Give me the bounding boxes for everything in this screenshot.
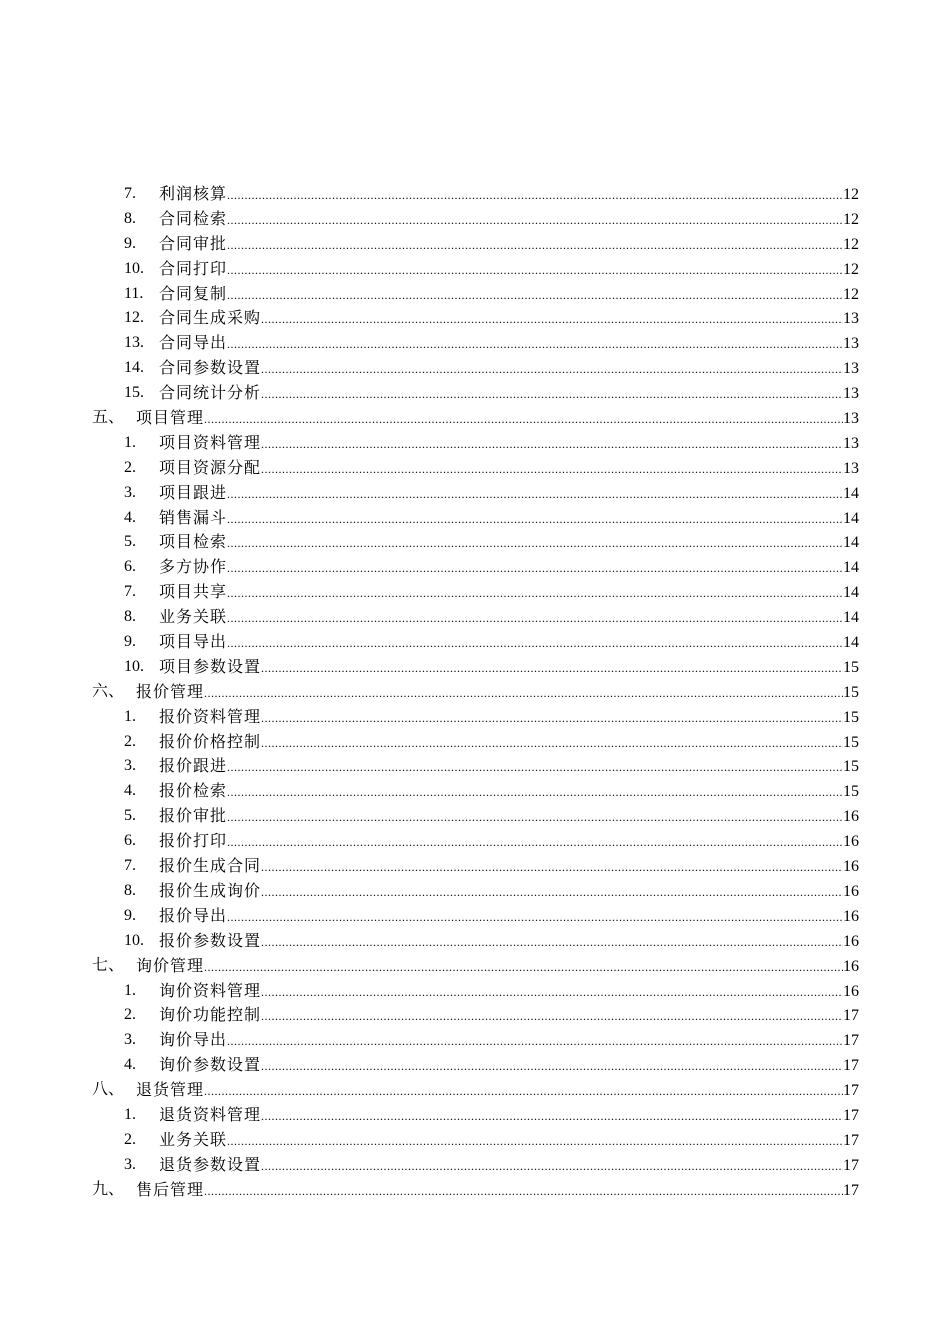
- toc-entry-number: 5.: [124, 807, 136, 825]
- toc-entry-title: 项目资料管理: [159, 432, 262, 452]
- toc-page-number: 15: [843, 733, 859, 751]
- toc-subsection-entry[interactable]: [0, 754, 950, 779]
- toc-entry-line: [136, 680, 859, 706]
- toc-dot-leader: [204, 407, 843, 432]
- toc-section-entry[interactable]: [0, 954, 950, 979]
- toc-entry-line: [159, 232, 859, 258]
- toc-subsection-entry[interactable]: [0, 804, 950, 829]
- toc-subsection-entry[interactable]: [0, 730, 950, 755]
- toc-entry-line: [159, 705, 859, 731]
- toc-dot-leader: [227, 482, 843, 507]
- toc-dot-leader: [204, 1179, 843, 1204]
- toc-entry-title: 报价检索: [159, 781, 228, 801]
- toc-page-number: 16: [843, 808, 859, 826]
- toc-subsection-entry[interactable]: [0, 1053, 950, 1078]
- toc-entry-title: 合同复制: [159, 283, 228, 303]
- toc-dot-leader: [227, 258, 843, 283]
- toc-dot-leader: [204, 1079, 843, 1104]
- toc-entry-number: 9.: [124, 234, 136, 252]
- toc-entry-line: [136, 1178, 859, 1204]
- toc-entry-title: 报价管理: [136, 681, 205, 701]
- toc-subsection-entry[interactable]: [0, 232, 950, 257]
- toc-entry-title: 项目检索: [159, 532, 228, 552]
- toc-entry-title: 询价导出: [159, 1030, 228, 1050]
- toc-section-entry[interactable]: [0, 1078, 950, 1103]
- toc-entry-title: 报价参数设置: [159, 930, 262, 950]
- toc-entry-line: [159, 555, 859, 581]
- toc-page-number: 15: [843, 683, 859, 701]
- toc-entry-title: 项目共享: [159, 582, 228, 602]
- toc-entry-title: 利润核算: [159, 184, 228, 203]
- toc-subsection-entry[interactable]: [0, 1003, 950, 1028]
- toc-page-number: 17: [843, 1082, 859, 1100]
- toc-dot-leader: [227, 606, 843, 631]
- toc-page-number: 15: [843, 708, 859, 726]
- toc-page-number: 14: [843, 559, 859, 577]
- toc-entry-number: 3.: [124, 757, 136, 775]
- toc-subsection-entry[interactable]: [0, 555, 950, 580]
- toc-entry-line: [159, 282, 859, 308]
- toc-page-number: 13: [843, 434, 859, 452]
- toc-entry-number: 10.: [124, 657, 144, 675]
- toc-dot-leader: [227, 830, 843, 855]
- toc-subsection-entry[interactable]: [0, 705, 950, 730]
- toc-entry-number: 6.: [124, 558, 136, 576]
- toc-page-number: 13: [843, 360, 859, 378]
- toc-page-number: 14: [843, 584, 859, 602]
- toc-subsection-entry[interactable]: [0, 456, 950, 481]
- toc-entry-number: 4.: [124, 782, 136, 800]
- toc-dot-leader: [227, 332, 843, 357]
- toc-entry-number: 14.: [124, 359, 144, 377]
- toc-entry-number: 3.: [124, 1155, 136, 1173]
- toc-entry-number: 9.: [124, 633, 136, 651]
- toc-entry-title: 项目跟进: [159, 482, 228, 502]
- toc-entry-number: 4.: [124, 1056, 136, 1074]
- toc-subsection-entry[interactable]: [0, 530, 950, 555]
- toc-subsection-entry[interactable]: [0, 829, 950, 854]
- toc-subsection-entry[interactable]: [0, 306, 950, 331]
- toc-page-number: 17: [843, 1181, 859, 1199]
- toc-page-number: 14: [843, 484, 859, 502]
- toc-entry-title: 合同参数设置: [159, 358, 262, 378]
- toc-subsection-entry[interactable]: [0, 904, 950, 929]
- toc-subsection-entry[interactable]: [0, 1128, 950, 1153]
- toc-entry-number: 5.: [124, 533, 136, 551]
- toc-entry-number: 2.: [124, 458, 136, 476]
- toc-page-number: 17: [843, 1007, 859, 1025]
- toc-subsection-entry[interactable]: [0, 879, 950, 904]
- toc-subsection-entry[interactable]: [0, 481, 950, 506]
- toc-entry-line: [159, 506, 859, 532]
- toc-subsection-entry[interactable]: [0, 182, 950, 207]
- toc-entry-line: [159, 829, 859, 855]
- toc-entry-line: [159, 356, 859, 382]
- toc-entry-title: 合同检索: [159, 208, 228, 228]
- toc-dot-leader: [227, 233, 843, 258]
- toc-entry-number: 8.: [124, 881, 136, 899]
- toc-entry-line: [159, 1003, 859, 1029]
- toc-page-number: 14: [843, 609, 859, 627]
- toc-entry-number: 八、: [92, 1081, 125, 1099]
- toc-subsection-entry[interactable]: [0, 854, 950, 879]
- toc-dot-leader: [261, 656, 843, 681]
- toc-page-number: 17: [843, 1106, 859, 1124]
- toc-dot-leader: [227, 1129, 843, 1154]
- toc-page-number: 13: [843, 410, 859, 428]
- toc-entry-number: 1.: [124, 707, 136, 725]
- toc-dot-leader: [227, 283, 843, 308]
- toc-entry-line: [159, 257, 859, 283]
- toc-entry-number: 7.: [124, 857, 136, 875]
- toc-page-number: 15: [843, 658, 859, 676]
- toc-page-number: 14: [843, 634, 859, 652]
- toc-dot-leader: [261, 382, 843, 407]
- toc-dot-leader: [204, 955, 843, 980]
- toc-dot-leader: [227, 755, 843, 780]
- toc-page-number: 12: [843, 186, 859, 203]
- toc-page-number: 16: [843, 982, 859, 1000]
- toc-dot-leader: [227, 507, 843, 532]
- toc-entry-number: 12.: [124, 309, 144, 327]
- toc-page-number: 17: [843, 1131, 859, 1149]
- toc-page-number: 15: [843, 783, 859, 801]
- toc-entry-line: [159, 1103, 859, 1129]
- toc-subsection-entry[interactable]: [0, 282, 950, 307]
- toc-dot-leader: [261, 855, 843, 880]
- toc-entry-number: 1.: [124, 433, 136, 451]
- toc-subsection-entry[interactable]: [0, 207, 950, 232]
- toc-entry-line: [159, 530, 859, 556]
- toc-entry-title: 合同生成采购: [159, 308, 262, 328]
- toc-subsection-entry[interactable]: [0, 929, 950, 954]
- toc-entry-title: 询价资料管理: [159, 980, 262, 1000]
- toc-entry-title: 多方协作: [159, 557, 228, 577]
- toc-entry-title: 退货资料管理: [159, 1104, 262, 1124]
- toc-page-number: 14: [843, 534, 859, 552]
- toc-entry-number: 九、: [92, 1180, 125, 1198]
- toc-entry-title: 售后管理: [136, 1179, 205, 1199]
- toc-entry-title: 业务关联: [159, 1129, 228, 1149]
- toc-page-number: 12: [843, 285, 859, 303]
- toc-subsection-entry[interactable]: [0, 580, 950, 605]
- toc-dot-leader: [227, 805, 843, 830]
- toc-entry-number: 七、: [92, 956, 125, 974]
- toc-dot-leader: [227, 208, 843, 233]
- toc-entry-number: 8.: [124, 209, 136, 227]
- toc-dot-leader: [227, 183, 843, 208]
- toc-subsection-entry[interactable]: [0, 605, 950, 630]
- toc-entry-line: [159, 306, 859, 332]
- toc-page-number: 17: [843, 1156, 859, 1174]
- toc-entry-title: 项目导出: [159, 632, 228, 652]
- toc-page-number: 17: [843, 1032, 859, 1050]
- toc-entry-line: [159, 605, 859, 631]
- toc-entry-line: [159, 431, 859, 457]
- toc-page-number: 16: [843, 932, 859, 950]
- toc-page-number: 13: [843, 385, 859, 403]
- toc-section-entry[interactable]: [0, 680, 950, 705]
- toc-subsection-entry[interactable]: [0, 1153, 950, 1178]
- toc-entry-line: [159, 1128, 859, 1154]
- toc-dot-leader: [227, 556, 843, 581]
- toc-page-number: 17: [843, 1057, 859, 1075]
- toc-entry-title: 合同统计分析: [159, 383, 262, 403]
- toc-entry-line: [159, 655, 859, 681]
- toc-entry-line: [159, 182, 859, 208]
- toc-entry-line: [159, 929, 859, 955]
- toc-page-number: 12: [843, 260, 859, 278]
- toc-subsection-entry[interactable]: [0, 381, 950, 406]
- toc-entry-title: 报价生成合同: [159, 856, 262, 876]
- toc-entry-line: [159, 1053, 859, 1079]
- toc-entry-title: 询价功能控制: [159, 1005, 262, 1025]
- toc-page-number: 16: [843, 833, 859, 851]
- toc-entry-line: [159, 730, 859, 756]
- toc-entry-line: [159, 381, 859, 407]
- toc-entry-number: 6.: [124, 832, 136, 850]
- table-of-contents: [0, 182, 950, 1203]
- toc-dot-leader: [227, 905, 843, 930]
- toc-dot-leader: [261, 880, 843, 905]
- toc-page-number: 16: [843, 957, 859, 975]
- toc-entry-number: 五、: [92, 409, 125, 427]
- toc-dot-leader: [227, 581, 843, 606]
- toc-entry-title: 报价生成询价: [159, 880, 262, 900]
- toc-entry-title: 报价跟进: [159, 756, 228, 776]
- toc-entry-line: [159, 979, 859, 1005]
- toc-entry-line: [159, 331, 859, 357]
- toc-entry-title: 退货参数设置: [159, 1154, 262, 1174]
- toc-entry-line: [159, 854, 859, 880]
- toc-entry-line: [159, 804, 859, 830]
- toc-entry-title: 报价审批: [159, 806, 228, 826]
- toc-entry-title: 询价参数设置: [159, 1055, 262, 1075]
- toc-entry-number: 10.: [124, 259, 144, 277]
- toc-subsection-entry[interactable]: [0, 356, 950, 381]
- toc-entry-title: 合同打印: [159, 258, 228, 278]
- toc-entry-title: 询价管理: [136, 955, 205, 975]
- toc-dot-leader: [227, 1029, 843, 1054]
- toc-page-number: 12: [843, 210, 859, 228]
- toc-dot-leader: [261, 1054, 843, 1079]
- toc-subsection-entry[interactable]: [0, 1103, 950, 1128]
- toc-entry-number: 9.: [124, 906, 136, 924]
- toc-subsection-entry[interactable]: [0, 630, 950, 655]
- toc-entry-number: 7.: [124, 185, 136, 202]
- toc-entry-line: [136, 1078, 859, 1104]
- toc-page-number: 12: [843, 235, 859, 253]
- toc-entry-number: 11.: [124, 284, 144, 302]
- toc-page-number: 16: [843, 882, 859, 900]
- toc-dot-leader: [261, 1004, 843, 1029]
- toc-dot-leader: [261, 706, 843, 731]
- toc-dot-leader: [261, 432, 843, 457]
- toc-entry-number: 3.: [124, 1031, 136, 1049]
- toc-entry-number: 2.: [124, 732, 136, 750]
- toc-page-number: 16: [843, 858, 859, 876]
- toc-page-number: 13: [843, 335, 859, 353]
- toc-subsection-entry[interactable]: [0, 257, 950, 282]
- toc-entry-line: [159, 779, 859, 805]
- toc-entry-number: 7.: [124, 583, 136, 601]
- toc-subsection-entry[interactable]: [0, 779, 950, 804]
- toc-entry-title: 项目管理: [136, 408, 205, 428]
- toc-dot-leader: [227, 631, 843, 656]
- toc-subsection-entry[interactable]: [0, 506, 950, 531]
- toc-entry-title: 合同导出: [159, 333, 228, 353]
- toc-page-number: 13: [843, 459, 859, 477]
- toc-entry-number: 1.: [124, 1105, 136, 1123]
- toc-page-number: 16: [843, 907, 859, 925]
- toc-dot-leader: [261, 731, 843, 756]
- toc-entry-title: 报价资料管理: [159, 706, 262, 726]
- toc-entry-number: 8.: [124, 608, 136, 626]
- toc-entry-number: 10.: [124, 931, 144, 949]
- toc-entry-line: [159, 904, 859, 930]
- toc-dot-leader: [261, 980, 843, 1005]
- toc-entry-number: 15.: [124, 384, 144, 402]
- toc-entry-title: 报价导出: [159, 905, 228, 925]
- toc-entry-title: 业务关联: [159, 607, 228, 627]
- toc-entry-title: 报价打印: [159, 831, 228, 851]
- toc-page-number: 14: [843, 509, 859, 527]
- toc-dot-leader: [204, 681, 843, 706]
- toc-section-entry[interactable]: [0, 1178, 950, 1203]
- toc-entry-number: 3.: [124, 483, 136, 501]
- toc-dot-leader: [261, 457, 843, 482]
- toc-entry-line: [159, 1153, 859, 1179]
- toc-dot-leader: [261, 930, 843, 955]
- toc-entry-number: 2.: [124, 1006, 136, 1024]
- toc-entry-title: 报价价格控制: [159, 731, 262, 751]
- toc-entry-line: [136, 406, 859, 432]
- toc-entry-line: [159, 580, 859, 606]
- toc-entry-line: [136, 954, 859, 980]
- toc-subsection-entry[interactable]: [0, 431, 950, 456]
- toc-dot-leader: [261, 307, 843, 332]
- toc-entry-line: [159, 456, 859, 482]
- toc-entry-line: [159, 481, 859, 507]
- toc-dot-leader: [261, 357, 843, 382]
- toc-entry-number: 13.: [124, 334, 144, 352]
- toc-entry-title: 销售漏斗: [159, 507, 228, 527]
- toc-entry-number: 1.: [124, 981, 136, 999]
- toc-entry-number: 2.: [124, 1130, 136, 1148]
- toc-entry-number: 4.: [124, 508, 136, 526]
- toc-entry-line: [159, 630, 859, 656]
- toc-subsection-entry[interactable]: [0, 655, 950, 680]
- toc-entry-line: [159, 879, 859, 905]
- toc-dot-leader: [227, 780, 843, 805]
- toc-entry-line: [159, 207, 859, 233]
- toc-dot-leader: [261, 1154, 843, 1179]
- toc-entry-title: 退货管理: [136, 1080, 205, 1100]
- toc-entry-number: 六、: [92, 682, 125, 700]
- toc-subsection-entry[interactable]: [0, 331, 950, 356]
- toc-dot-leader: [227, 531, 843, 556]
- toc-dot-leader: [261, 1104, 843, 1129]
- toc-subsection-entry[interactable]: [0, 979, 950, 1004]
- toc-page-number: 15: [843, 758, 859, 776]
- toc-section-entry[interactable]: [0, 406, 950, 431]
- toc-entry-title: 项目资源分配: [159, 457, 262, 477]
- toc-subsection-entry[interactable]: [0, 1028, 950, 1053]
- toc-entry-line: [159, 754, 859, 780]
- toc-entry-line: [159, 1028, 859, 1054]
- toc-entry-title: 项目参数设置: [159, 656, 262, 676]
- toc-page-number: 13: [843, 310, 859, 328]
- toc-entry-title: 合同审批: [159, 233, 228, 253]
